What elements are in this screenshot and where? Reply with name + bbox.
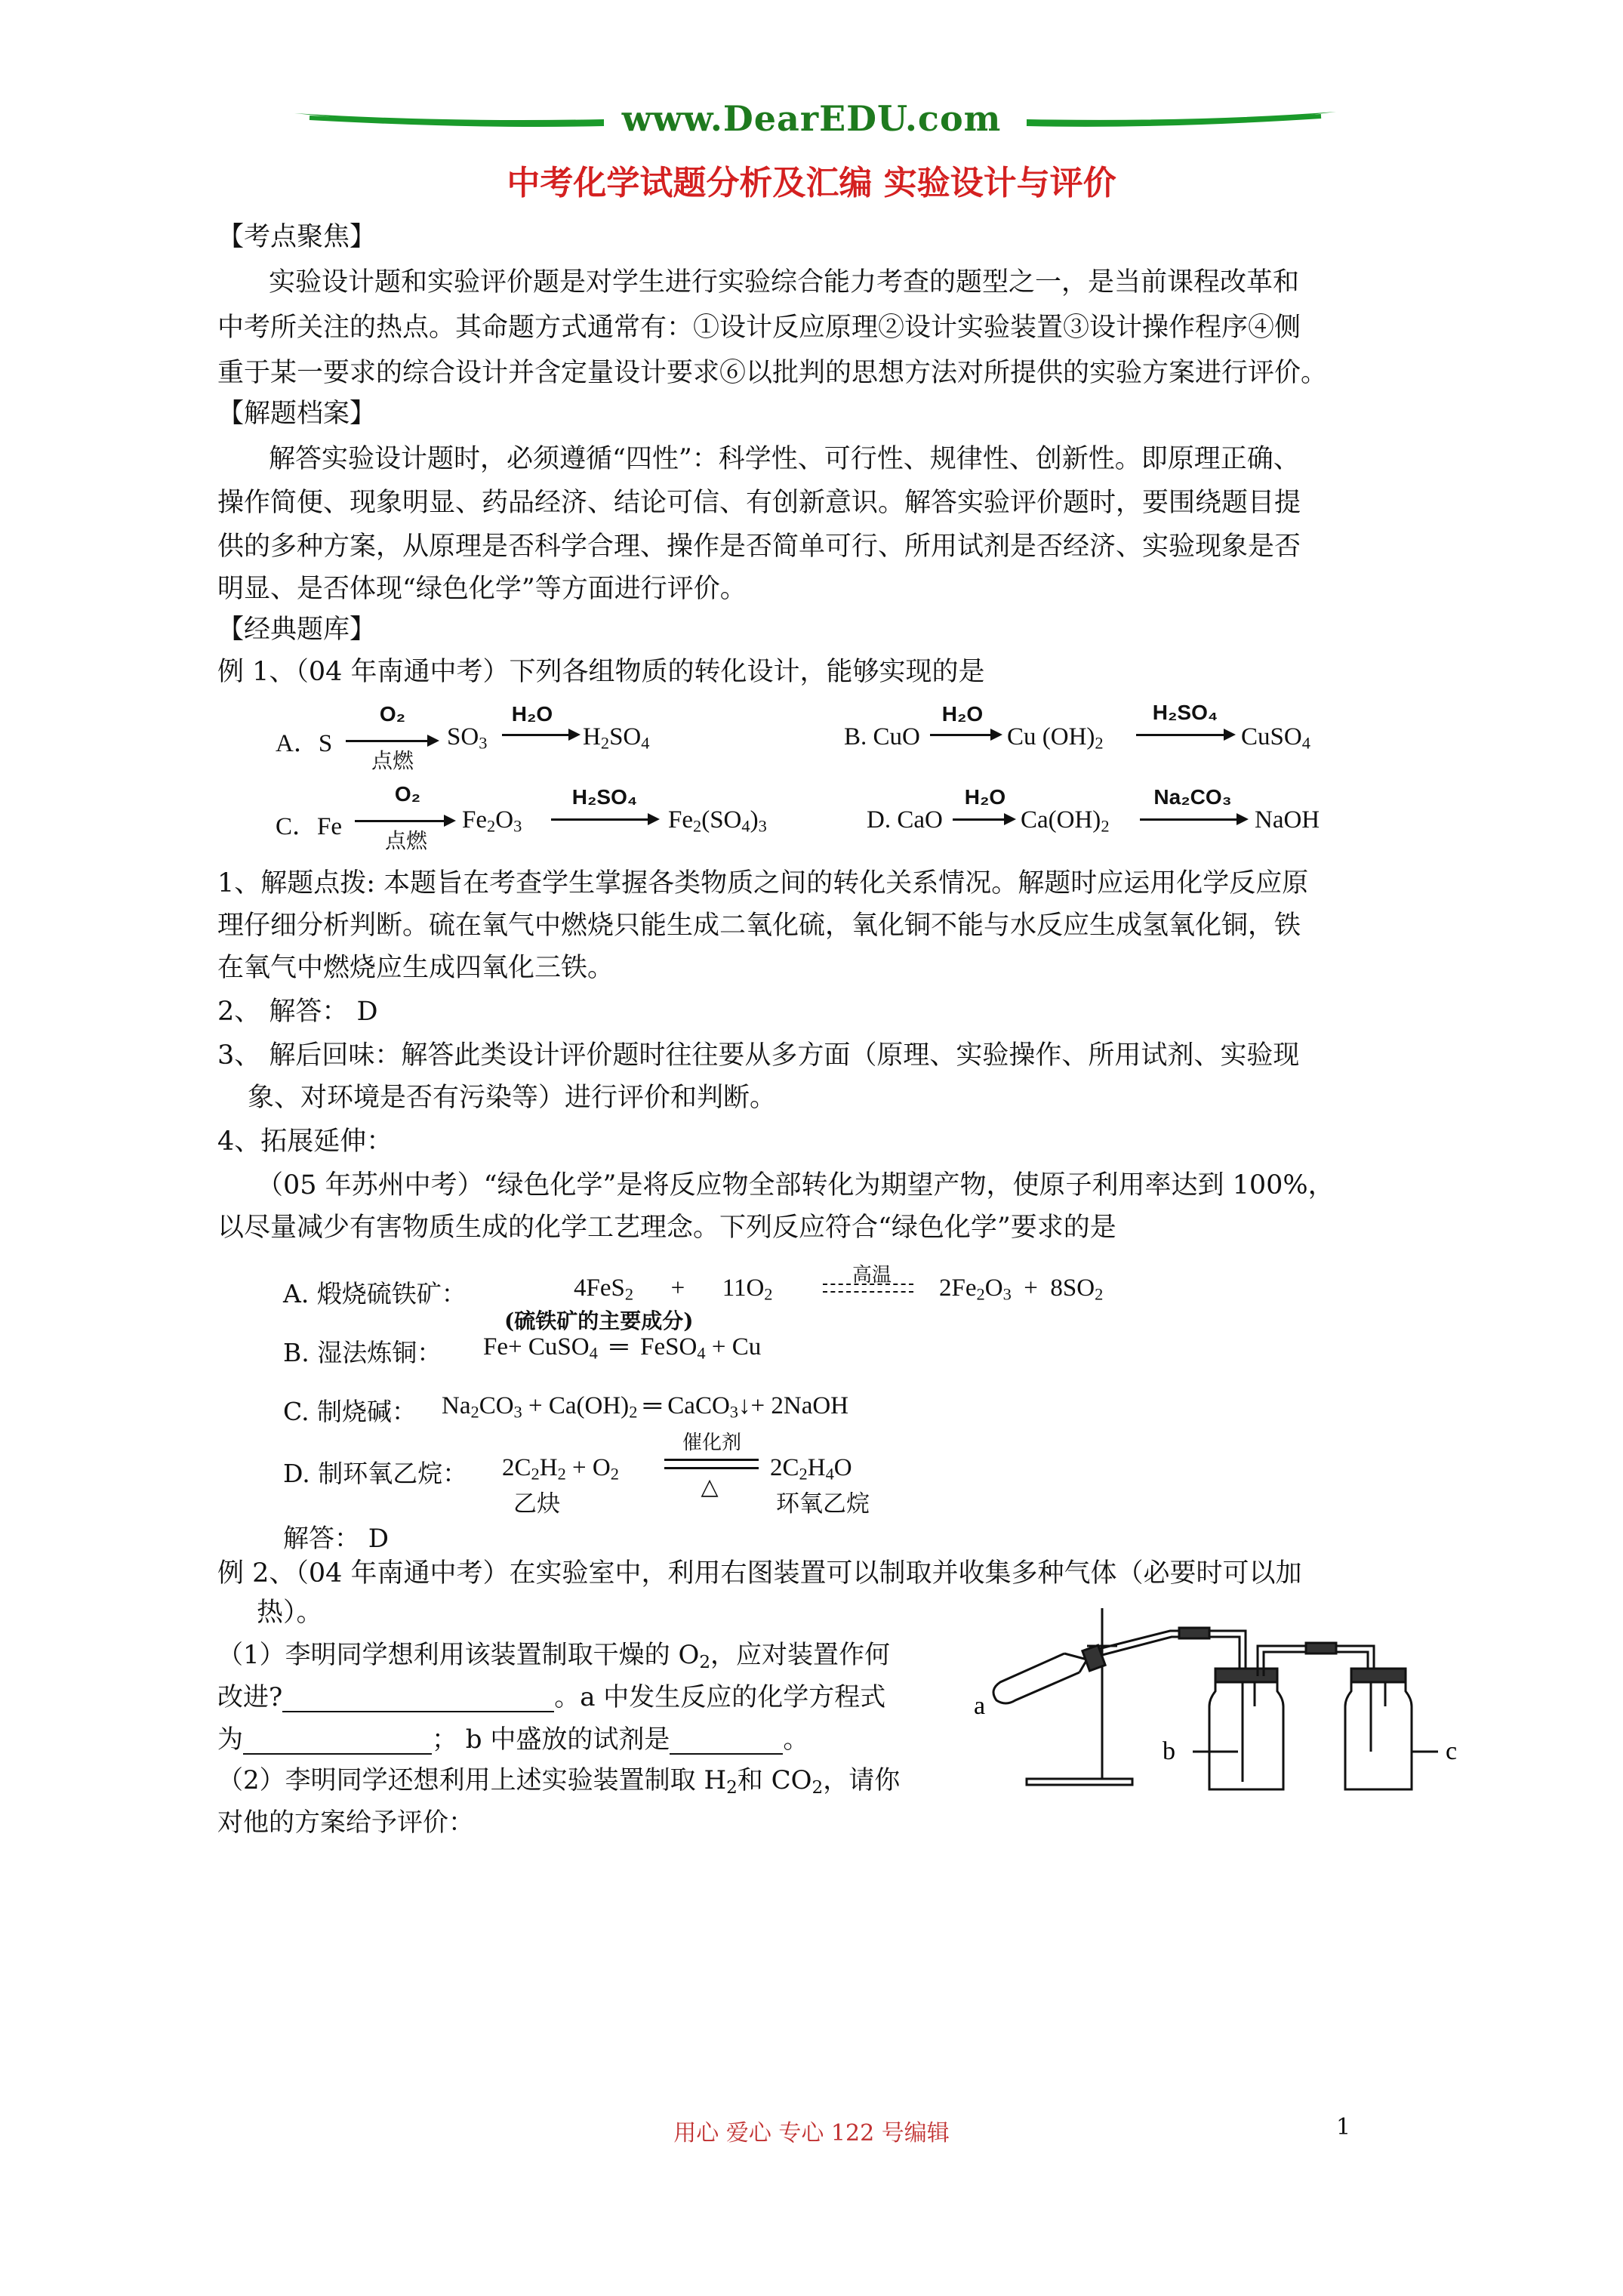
question-part1 xyxy=(217,1724,808,1755)
label-c: c xyxy=(1446,1737,1458,1765)
paragraph-line: 明显、是否体现“绿色化学”等方面进行评价。 xyxy=(217,574,747,604)
option-d-reactants: $2C_2H_2 + O_2$ xyxy=(502,1454,619,1484)
reaction-a-condition: 点燃 xyxy=(371,748,414,773)
label-b: b xyxy=(1163,1737,1175,1765)
reaction-a-start: A．S xyxy=(276,730,333,757)
question-part2: 对他的方案给予评价： xyxy=(217,1808,474,1838)
paragraph-line: 4、拓展延伸： xyxy=(217,1126,393,1157)
option-d-name-reactant: 乙炔 xyxy=(513,1490,560,1518)
option-a-label: A. 煅烧硫铁矿： xyxy=(283,1279,467,1308)
reaction-b-arrow-1 xyxy=(930,734,999,736)
reaction-a-arrow-2 xyxy=(502,734,577,736)
reaction-d-arrow-2 xyxy=(1140,818,1246,821)
text: ； b 中盛放的试剂是 xyxy=(432,1724,670,1755)
reaction-a-arrow-1 xyxy=(346,740,436,742)
option-a-equation: 4FeS$_2$ + $11O_2$ xyxy=(574,1274,773,1304)
option-a-condition: 高温 xyxy=(852,1264,892,1287)
reaction-c-start: C．Fe xyxy=(276,813,343,840)
reaction-d-arrow-1 xyxy=(953,818,1013,821)
text: ，应对装置作何 xyxy=(710,1640,891,1670)
apparatus-diagram xyxy=(974,1601,1472,1797)
section-heading-focus: 【考点聚焦】 xyxy=(217,222,377,252)
reaction-a-final: $H_2SO_4$ xyxy=(583,723,650,753)
reaction-c-arrow-1 xyxy=(355,820,453,822)
answer-line: 解答： D xyxy=(283,1524,390,1554)
text: ，请你 xyxy=(823,1765,901,1795)
question-part1: （1）李明同学想利用该装置制取干燥的 $O_2$，应对装置作何 xyxy=(217,1640,891,1672)
reaction-b-final: CuSO$_4$ xyxy=(1241,723,1310,753)
answer-blank[interactable] xyxy=(243,1730,432,1755)
reaction-c-arrow-2 xyxy=(551,818,657,821)
option-b-label: B. 湿法炼铜： xyxy=(283,1338,442,1367)
paragraph-line: （05 年苏州中考）“绿色化学”是将反应物全部转化为期望产物，使原子利用率达到 100%， xyxy=(257,1170,1335,1200)
question-part1 xyxy=(217,1682,885,1712)
question-part2: （2）李明同学还想利用上述实验装置制取 $H_2$和 $CO_2$，请你 xyxy=(217,1765,901,1798)
option-a-note: (硫铁矿的主要成分) xyxy=(504,1308,694,1333)
paragraph-line: 中考所关注的热点。其命题方式通常有：①设计反应原理②设计实验装置③设计操作程序④侧 xyxy=(217,313,1301,343)
reaction-b-reagent-2: H₂SO₄ xyxy=(1152,701,1218,724)
paragraph-line: 1、解题点拨: 本题旨在考查学生掌握各类物质之间的转化关系情况。解题时应运用化学反应原 xyxy=(217,868,1309,898)
page-number: 1 xyxy=(1336,2114,1351,2140)
section-heading-file: 【解题档案】 xyxy=(217,399,377,429)
section-heading-bank: 【经典题库】 xyxy=(217,615,377,645)
text: 改进? xyxy=(217,1682,283,1712)
option-a-product: $2Fe_2O_3 + 8SO_2$ xyxy=(939,1274,1104,1304)
text: 和 CO xyxy=(737,1765,812,1795)
text: 为 xyxy=(217,1724,243,1755)
option-c-equation: $Na_2CO_3 + Ca(OH)_2$ ═ CaCO$_3$↓+ 2NaOH xyxy=(442,1392,849,1422)
paragraph-line: 3、 解后回味：解答此类设计评价题时往往要从多方面（原理、实验操作、所用试剂、实验现 xyxy=(217,1040,1300,1071)
option-b-equation: Fe+ CuSO$_4$ ═ FeSO$_4$ + Cu xyxy=(483,1333,762,1363)
reaction-b-product: Cu $(OH)_2$ xyxy=(1007,723,1104,753)
reaction-d-start: D. CaO xyxy=(867,806,943,834)
paragraph-line: 供的多种方案，从原理是否科学合理、操作是否简单可行、所用试剂是否经济、实验现象是否 xyxy=(217,532,1301,562)
text: （2）李明同学还想利用上述实验装置制取 H xyxy=(217,1765,727,1795)
text: 。 xyxy=(783,1724,809,1755)
reaction-c-reagent-2: H₂SO₄ xyxy=(571,785,638,809)
paragraph-line: 在氧气中燃烧应生成四氧化三铁。 xyxy=(217,953,614,983)
reaction-a-reagent-2: H₂O xyxy=(511,702,553,726)
paragraph-line: 理仔细分析判断。硫在氧气中燃烧只能生成二氧化硫，氧化铜不能与水反应生成氢氧化铜，铁 xyxy=(217,911,1301,941)
answer-blank[interactable] xyxy=(670,1730,783,1755)
answer-blank[interactable] xyxy=(282,1688,554,1712)
option-c-label: C. 制烧碱： xyxy=(283,1397,417,1426)
paragraph-line: 实验设计题和实验评价题是对学生进行实验综合能力考查的题型之一，是当前课程改革和 xyxy=(269,267,1300,297)
reaction-d-product: $Ca(OH)_2$ xyxy=(1021,806,1110,836)
page-title: 中考化学试题分析及汇编 实验设计与评价 xyxy=(507,164,1116,202)
reaction-d-reagent-2: Na₂CO₃ xyxy=(1153,785,1232,809)
option-d-equals xyxy=(664,1459,759,1469)
paragraph-line: 重于某一要求的综合设计并含定量设计要求⑥以批判的思想方法对所提供的实验方案进行评价。 xyxy=(217,358,1328,388)
answer-line: 2、 解答： D xyxy=(217,997,378,1027)
reaction-a-product: $SO_3$ xyxy=(447,723,488,753)
footer-note: 用心 爱心 专心 122 号编辑 xyxy=(673,2120,950,2147)
text: 。a 中发生反应的化学方程式 xyxy=(554,1682,886,1712)
paragraph-line: 以尽量减少有害物质生成的化学工艺理念。下列反应符合“绿色化学”要求的是 xyxy=(217,1213,1116,1243)
reaction-c-condition: 点燃 xyxy=(384,828,427,853)
reaction-a-reagent: O₂ xyxy=(379,702,406,726)
reaction-d-reagent: H₂O xyxy=(964,785,1006,809)
option-d-label: D. 制环氧乙烷： xyxy=(283,1459,468,1488)
option-d-name-product: 环氧乙烷 xyxy=(776,1490,870,1518)
text: （1）李明同学想利用该装置制取干燥的 O xyxy=(217,1640,700,1670)
reaction-b-reagent: H₂O xyxy=(941,702,984,726)
label-a: a xyxy=(974,1692,986,1720)
site-logo: www.DearEDU.com xyxy=(621,98,1002,139)
option-d-product: $2C_2H_4O$ xyxy=(770,1454,852,1484)
reaction-c-product: $Fe_2O_3$ xyxy=(462,806,522,836)
example2-question: 热）。 xyxy=(257,1598,323,1628)
option-d-catalyst: 催化剂 xyxy=(682,1432,741,1454)
paragraph-line: 操作简便、现象明显、药品经济、结论可信、有创新意识。解答实验评价题时，要围绕题目提 xyxy=(217,488,1301,518)
reaction-d-final: NaOH xyxy=(1255,806,1320,834)
reaction-b-arrow-2 xyxy=(1136,734,1233,736)
reaction-c-reagent: O₂ xyxy=(394,782,421,806)
paragraph-line: 象、对环境是否有污染等）进行评价和判断。 xyxy=(248,1083,777,1113)
paragraph-line: 解答实验设计题时，必须遵循“四性”：科学性、可行性、规律性、创新性。即原理正确、 xyxy=(269,444,1300,474)
option-d-heat: △ xyxy=(701,1475,719,1499)
reaction-b-start: B. CuO xyxy=(844,723,920,750)
reaction-c-final: $Fe_2(SO_4)_3$ xyxy=(668,806,767,836)
example2-question: 例 2、（04 年南通中考）在实验室中，利用右图装置可以制取并收集多种气体（必要时可以加 xyxy=(217,1558,1302,1589)
example1-question: 例 1、（04 年南通中考）下列各组物质的转化设计，能够实现的是 xyxy=(217,657,985,687)
